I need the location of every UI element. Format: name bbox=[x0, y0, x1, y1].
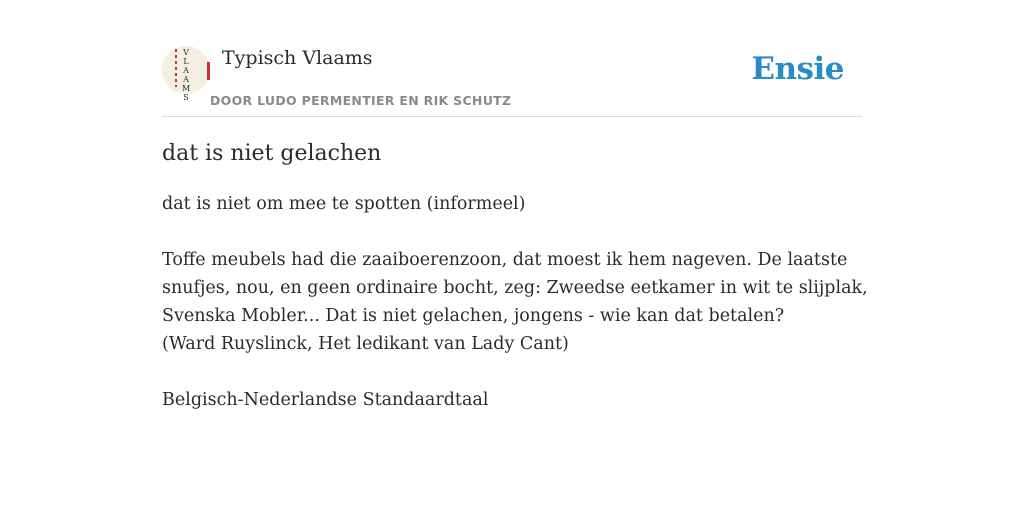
authors-byline: DOOR LUDO PERMENTIER EN RIK SCHUTZ bbox=[210, 93, 512, 108]
book-cover-avatar[interactable] bbox=[162, 46, 210, 102]
page-header bbox=[162, 46, 862, 117]
entry-category: Belgisch-Nederlandse Standaardtaal bbox=[162, 390, 489, 410]
ensie-logo-link[interactable]: Ensie bbox=[751, 51, 844, 87]
cover-lettering: V L A A M S bbox=[182, 48, 191, 102]
quote-line: Svenska Mobler... Dat is niet gelachen, jongens - wie kan dat betalen? bbox=[162, 306, 785, 326]
entry-definition: dat is niet om mee te spotten (informeel) bbox=[162, 194, 526, 214]
cover-accent bbox=[207, 62, 210, 80]
site-title[interactable]: Typisch Vlaams bbox=[222, 47, 373, 69]
cover-decoration bbox=[175, 49, 177, 87]
entry-term: dat is niet gelachen bbox=[162, 141, 382, 166]
entry-body bbox=[162, 190, 868, 414]
quote-line: Toffe meubels had die zaaiboerenzoon, dat moest ik hem nageven. De laatste bbox=[162, 250, 848, 270]
entry-content bbox=[162, 138, 868, 414]
quote-line: snufjes, nou, en geen ordinaire bocht, zeg: Zweedse eetkamer in wit te slijplak, bbox=[162, 278, 868, 298]
quote-source: (Ward Ruyslinck, Het ledikant van Lady Cant) bbox=[162, 334, 569, 354]
